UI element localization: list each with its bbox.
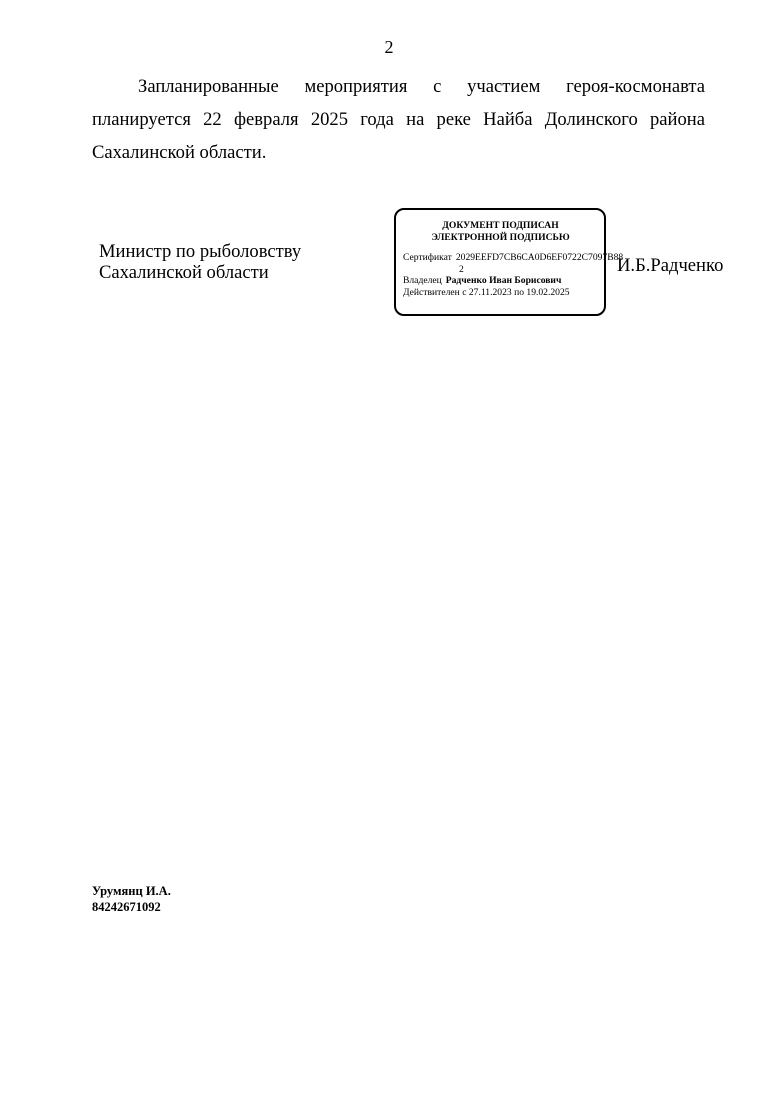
page-number: 2 — [384, 37, 394, 57]
stamp-certificate-value-cont: 2 — [459, 263, 464, 275]
stamp-certificate-value: 2029EEFD7CB6CA0D6EF0722C7097B88 — [455, 252, 624, 263]
stamp-validity-row: Действителен с 27.11.2023 по 19.02.2025 — [403, 286, 570, 298]
body-paragraph: Запланированные мероприятия с участием героя-космонавта планируется 22 февраля 2025 года на реке Найба Долинского района Сахалинской области. — [92, 76, 705, 163]
signer-name: И.Б.Радченко — [617, 255, 724, 276]
stamp-certificate-label: Сертификат — [403, 252, 452, 263]
stamp-owner-value: Радченко Иван Борисович — [445, 275, 562, 286]
signer-position — [99, 241, 301, 283]
stamp-title-line2: ЭЛЕКТРОННОЙ ПОДПИСЬЮ — [431, 231, 570, 243]
stamp-owner-row — [403, 275, 598, 287]
signer-position-line2: Сахалинской области — [99, 262, 269, 283]
stamp-title-line1: ДОКУМЕНТ ПОДПИСАН — [442, 220, 559, 231]
executor-info — [92, 883, 171, 915]
executor-name: Урумянц И.А. — [92, 884, 171, 898]
stamp-owner-label: Владелец — [403, 275, 442, 286]
executor-phone: 84242671092 — [92, 900, 161, 914]
stamp-certificate-row — [403, 252, 624, 264]
electronic-signature-stamp — [394, 208, 624, 316]
signer-position-line1: Министр по рыболовству — [99, 241, 302, 262]
stamp-certificate-row-cont — [403, 264, 598, 276]
